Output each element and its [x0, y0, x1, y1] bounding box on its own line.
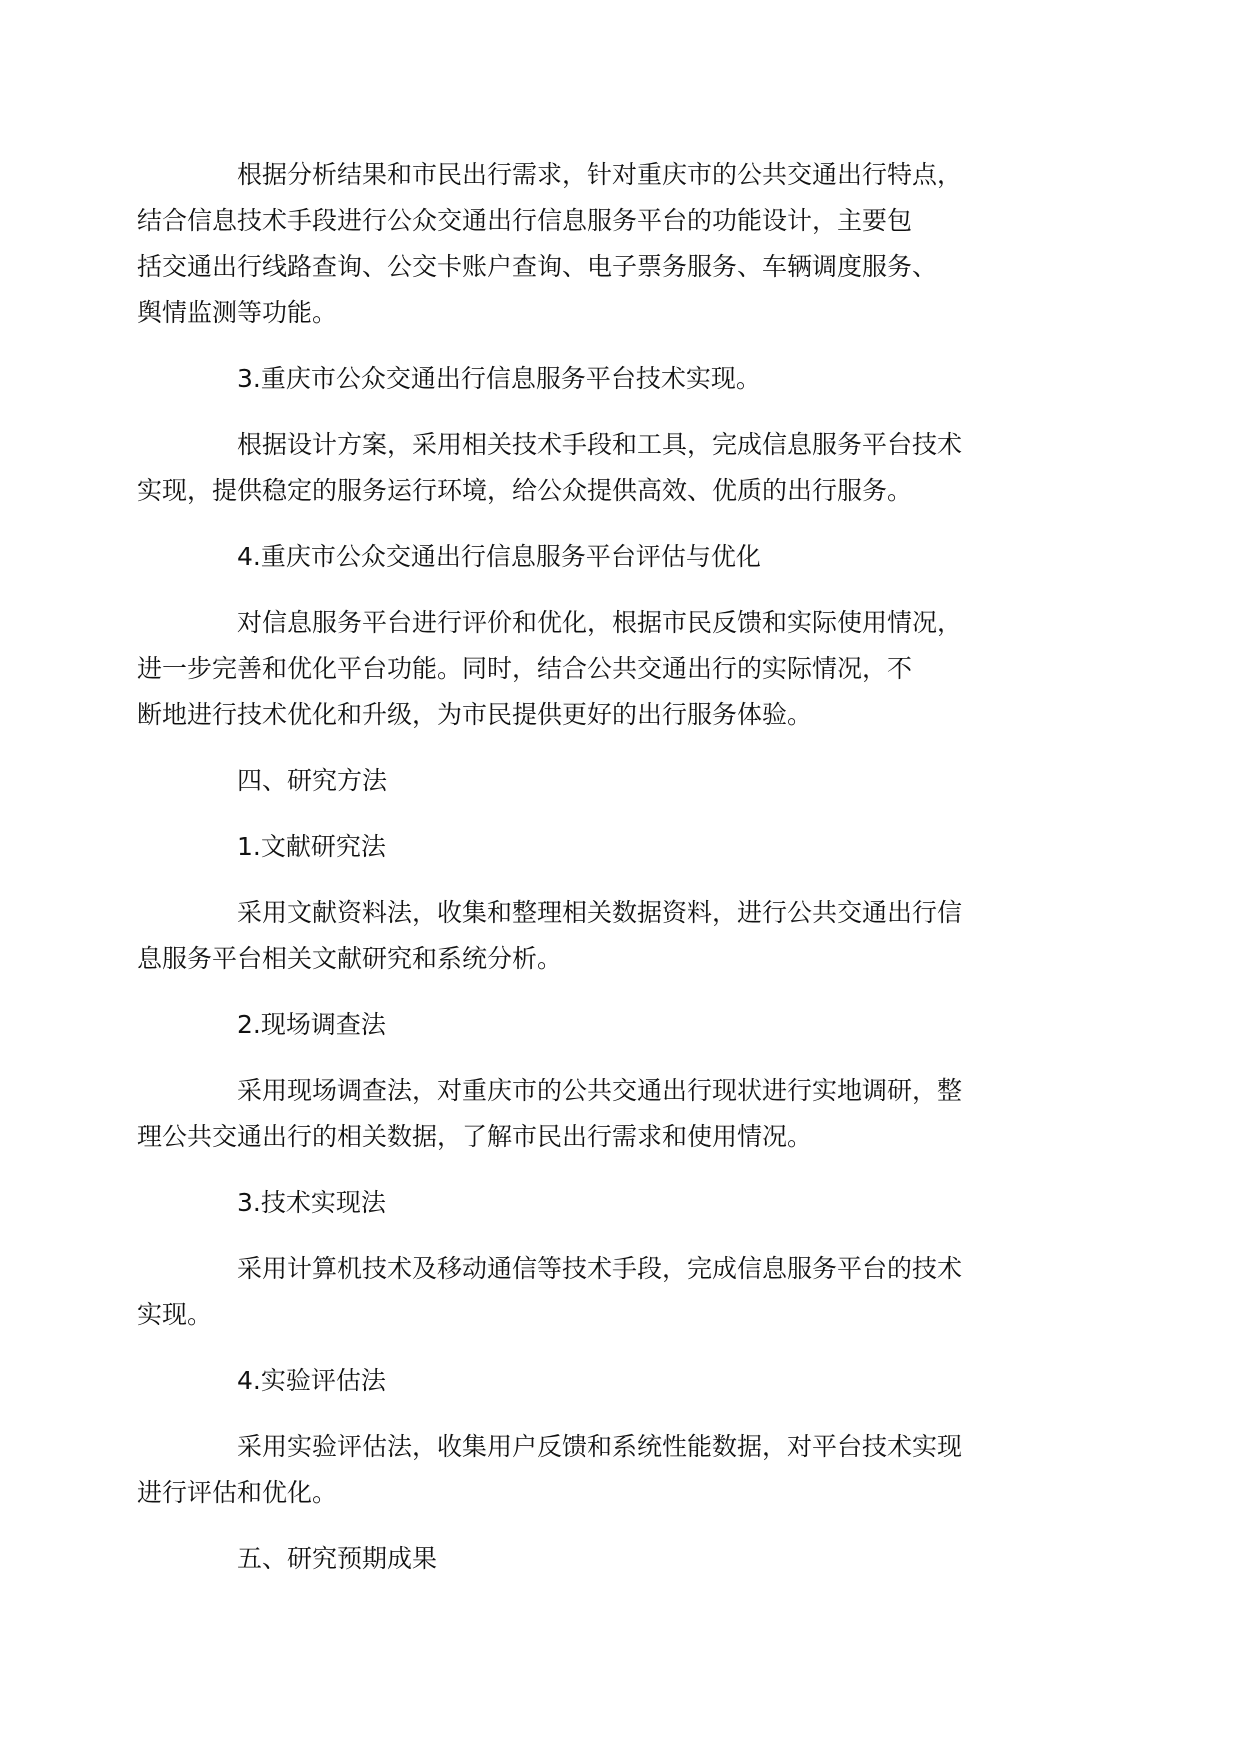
paragraph-line: 结合信息技术手段进行公众交通出行信息服务平台的功能设计，主要包	[137, 206, 913, 235]
paragraph-line: 采用实验评估法，收集用户反馈和系统性能数据，对平台技术实现	[237, 1432, 963, 1461]
paragraph-line: 实现。	[137, 1300, 213, 1329]
heading-platform-implementation: 3.重庆市公众交通出行信息服务平台技术实现。	[237, 364, 761, 393]
paragraph-line: 进行评估和优化。	[137, 1478, 338, 1507]
paragraph-line: 根据设计方案，采用相关技术手段和工具，完成信息服务平台技术	[237, 430, 963, 459]
heading-experimental-evaluation-method: 4.实验评估法	[237, 1366, 386, 1395]
paragraph-line: 对信息服务平台进行评价和优化，根据市民反馈和实际使用情况，	[237, 608, 963, 637]
heading-field-survey-method: 2.现场调查法	[237, 1010, 386, 1039]
paragraph-evaluation	[137, 600, 1067, 738]
heading-literature-method: 1.文献研究法	[237, 832, 386, 861]
paragraph-line: 舆情监测等功能。	[137, 298, 338, 327]
paragraph-line: 根据分析结果和市民出行需求，针对重庆市的公共交通出行特点，	[237, 160, 963, 189]
document-body	[137, 152, 1067, 1602]
paragraph-line: 括交通出行线路查询、公交卡账户查询、电子票务服务、车辆调度服务、	[137, 252, 938, 281]
section-heading-research-methods: 四、研究方法	[237, 766, 388, 795]
section-heading-expected-results: 五、研究预期成果	[237, 1544, 438, 1573]
paragraph-implementation	[137, 422, 1067, 514]
paragraph-field-survey-method	[137, 1068, 1067, 1160]
paragraph-line: 断地进行技术优化和升级，为市民提供更好的出行服务体验。	[137, 700, 813, 729]
paragraph-line: 采用现场调查法，对重庆市的公共交通出行现状进行实地调研，整	[237, 1076, 963, 1105]
paragraph-line: 采用文献资料法，收集和整理相关数据资料，进行公共交通出行信	[237, 898, 963, 927]
paragraph-line: 息服务平台相关文献研究和系统分析。	[137, 944, 563, 973]
heading-technical-method: 3.技术实现法	[237, 1188, 386, 1217]
paragraph-function-design	[137, 152, 1067, 336]
paragraph-line: 实现，提供稳定的服务运行环境，给公众提供高效、优质的出行服务。	[137, 476, 913, 505]
heading-platform-evaluation: 4.重庆市公众交通出行信息服务平台评估与优化	[237, 542, 761, 571]
paragraph-line: 进一步完善和优化平台功能。同时，结合公共交通出行的实际情况，不	[137, 654, 913, 683]
paragraph-technical-method	[137, 1246, 1067, 1338]
paragraph-line: 采用计算机技术及移动通信等技术手段，完成信息服务平台的技术	[237, 1254, 963, 1283]
paragraph-experimental-evaluation-method	[137, 1424, 1067, 1516]
paragraph-literature-method	[137, 890, 1067, 982]
paragraph-line: 理公共交通出行的相关数据，了解市民出行需求和使用情况。	[137, 1122, 813, 1151]
